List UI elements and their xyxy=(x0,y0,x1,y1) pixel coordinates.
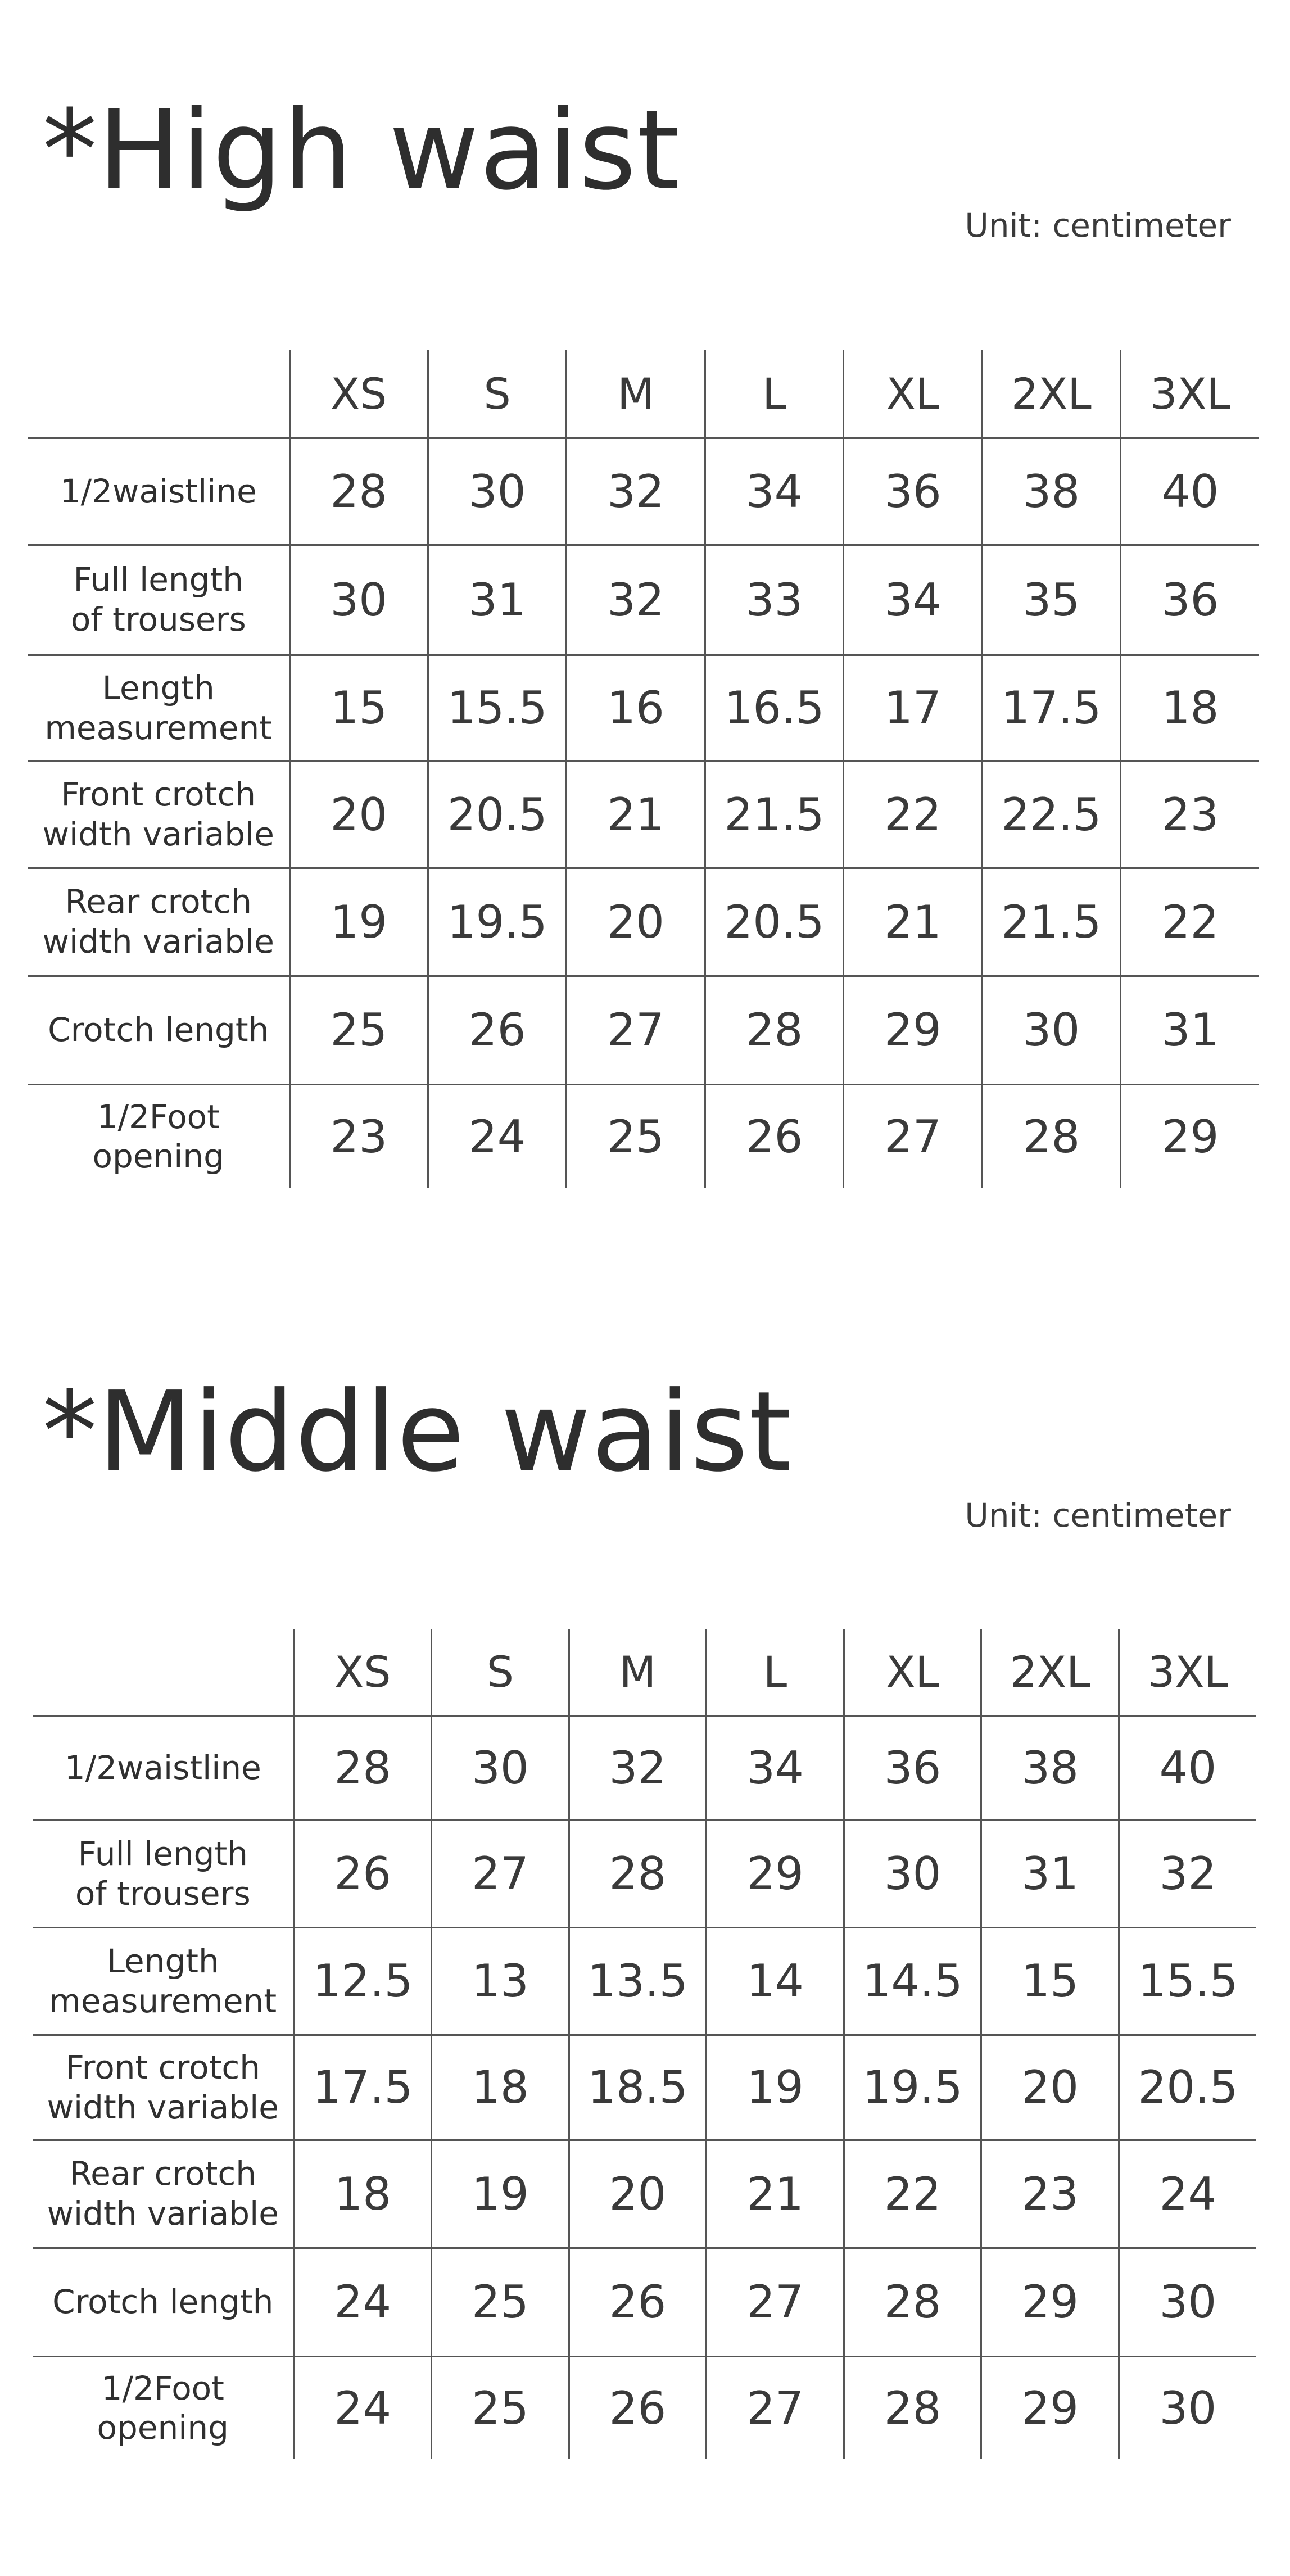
table-cell: 31 xyxy=(1121,976,1259,1084)
size-header-xs: XS xyxy=(289,350,428,438)
table-cell: 29 xyxy=(1121,1084,1259,1188)
table-cell: 19 xyxy=(707,2035,844,2140)
table-cell: 16 xyxy=(567,655,705,761)
table-cell: 28 xyxy=(569,1820,707,1927)
table-cell: 24 xyxy=(294,2248,432,2356)
table-cell: 16.5 xyxy=(705,655,843,761)
size-header-s: S xyxy=(428,350,566,438)
table-cell: 27 xyxy=(844,1084,982,1188)
table-cell: 24 xyxy=(294,2356,432,2459)
table-cell: 32 xyxy=(569,1716,707,1820)
table-cell: 18 xyxy=(1121,655,1259,761)
row-label-rear-crotch: Rear crotch width variable xyxy=(33,2140,294,2248)
table-cell: 23 xyxy=(1121,761,1259,868)
table-cell: 12.5 xyxy=(294,1927,432,2035)
table-cell: 23 xyxy=(289,1084,428,1188)
table-cell: 36 xyxy=(1121,545,1259,655)
row-label-half-waistline: 1/2waistline xyxy=(60,472,257,510)
table-cell: 30 xyxy=(844,1820,981,1927)
size-header-xl: XL xyxy=(844,1629,981,1716)
table-row xyxy=(33,2248,1256,2356)
table-row xyxy=(33,2356,1256,2459)
table-cell: 21 xyxy=(567,761,705,868)
table-cell: 34 xyxy=(707,1716,844,1820)
table-cell: 17 xyxy=(844,655,982,761)
table-cell: 32 xyxy=(567,545,705,655)
table-cell: 15.5 xyxy=(1119,1927,1256,2035)
middle-waist-unit-label: Unit: centimeter xyxy=(965,1496,1231,1534)
table-cell: 20 xyxy=(569,2140,707,2248)
table-cell: 13 xyxy=(432,1927,569,2035)
table-cell: 27 xyxy=(707,2356,844,2459)
table-cell: 29 xyxy=(981,2248,1119,2356)
row-label-full-length: Full length of trousers xyxy=(33,1820,294,1927)
table-cell: 30 xyxy=(289,545,428,655)
table-cell: 26 xyxy=(569,2248,707,2356)
table-cell: 28 xyxy=(844,2248,981,2356)
table-row xyxy=(33,2140,1256,2248)
table-cell: 31 xyxy=(981,1820,1119,1927)
table-cell: 19.5 xyxy=(844,2035,981,2140)
table-cell: 25 xyxy=(567,1084,705,1188)
table-cell: 28 xyxy=(705,976,843,1084)
table-cell: 20.5 xyxy=(705,868,843,976)
table-cell: 13.5 xyxy=(569,1927,707,2035)
row-label-full-length: Full length of trousers xyxy=(28,545,289,655)
table-row xyxy=(28,868,1259,976)
header-corner-cell xyxy=(33,1629,294,1716)
table-cell: 23 xyxy=(981,2140,1119,2248)
row-label-foot-opening: 1/2Foot opening xyxy=(33,2356,294,2459)
table-cell: 38 xyxy=(981,1716,1119,1820)
high-waist-title: *High waist xyxy=(42,87,681,215)
table-row xyxy=(28,976,1259,1084)
table-row xyxy=(28,438,1259,545)
table-cell: 34 xyxy=(844,545,982,655)
table-cell: 29 xyxy=(707,1820,844,1927)
table-cell: 30 xyxy=(1119,2248,1256,2356)
table-cell: 14.5 xyxy=(844,1927,981,2035)
table-cell: 27 xyxy=(432,1820,569,1927)
middle-waist-section xyxy=(0,1282,1290,2576)
table-row xyxy=(28,545,1259,655)
middle-waist-size-table xyxy=(33,1629,1256,2459)
table-cell: 40 xyxy=(1119,1716,1256,1820)
table-cell: 20 xyxy=(981,2035,1119,2140)
middle-waist-title: *Middle waist xyxy=(42,1368,793,1496)
high-waist-size-table xyxy=(28,350,1259,1188)
size-header-xl: XL xyxy=(844,350,982,438)
table-cell: 28 xyxy=(982,1084,1120,1188)
size-header-xs: XS xyxy=(294,1629,432,1716)
table-cell: 29 xyxy=(844,976,982,1084)
row-label-length-measurement: Length measurement xyxy=(33,1927,294,2035)
row-label-rear-crotch: Rear crotch width variable xyxy=(28,868,289,976)
table-cell: 19 xyxy=(289,868,428,976)
row-label-front-crotch: Front crotch width variable xyxy=(28,761,289,868)
table-cell: 35 xyxy=(982,545,1120,655)
table-cell: 17.5 xyxy=(294,2035,432,2140)
table-cell: 34 xyxy=(705,438,843,545)
table-row xyxy=(28,1084,1259,1188)
table-cell: 28 xyxy=(844,2356,981,2459)
table-cell: 25 xyxy=(289,976,428,1084)
table-cell: 20 xyxy=(567,868,705,976)
table-cell: 20.5 xyxy=(428,761,566,868)
size-header-m: M xyxy=(567,350,705,438)
size-header-s: S xyxy=(432,1629,569,1716)
table-cell: 26 xyxy=(569,2356,707,2459)
table-cell: 15.5 xyxy=(428,655,566,761)
table-cell: 15 xyxy=(981,1927,1119,2035)
table-cell: 26 xyxy=(705,1084,843,1188)
table-cell: 38 xyxy=(982,438,1120,545)
table-cell: 21.5 xyxy=(705,761,843,868)
table-cell: 30 xyxy=(428,438,566,545)
table-cell: 21 xyxy=(844,868,982,976)
table-cell: 26 xyxy=(294,1820,432,1927)
header-corner-cell xyxy=(28,350,289,438)
table-cell: 14 xyxy=(707,1927,844,2035)
table-cell: 18.5 xyxy=(569,2035,707,2140)
row-label-crotch-length: Crotch length xyxy=(33,2248,294,2356)
table-cell: 18 xyxy=(432,2035,569,2140)
table-cell: 21 xyxy=(707,2140,844,2248)
row-label-length-measurement: Length measurement xyxy=(28,655,289,761)
size-header-2xl: 2XL xyxy=(981,1629,1119,1716)
size-header-m: M xyxy=(569,1629,707,1716)
table-cell: 36 xyxy=(844,438,982,545)
table-cell: 22 xyxy=(844,2140,981,2248)
size-header-row xyxy=(33,1629,1256,1716)
table-row xyxy=(28,761,1259,868)
row-label-foot-opening: 1/2Foot opening xyxy=(28,1084,289,1188)
table-cell: 40 xyxy=(1121,438,1259,545)
table-cell: 36 xyxy=(844,1716,981,1820)
size-header-3xl: 3XL xyxy=(1121,350,1259,438)
table-cell: 31 xyxy=(428,545,566,655)
size-header-l: L xyxy=(705,350,843,438)
table-cell: 22 xyxy=(844,761,982,868)
table-cell: 15 xyxy=(289,655,428,761)
table-cell: 29 xyxy=(981,2356,1119,2459)
high-waist-section xyxy=(0,0,1290,1237)
table-row xyxy=(28,655,1259,761)
table-cell: 30 xyxy=(1119,2356,1256,2459)
table-row xyxy=(33,1820,1256,1927)
size-header-l: L xyxy=(707,1629,844,1716)
table-row xyxy=(33,2035,1256,2140)
table-cell: 18 xyxy=(294,2140,432,2248)
table-cell: 17.5 xyxy=(982,655,1120,761)
table-row xyxy=(33,1927,1256,2035)
table-cell: 25 xyxy=(432,2356,569,2459)
table-cell: 21.5 xyxy=(982,868,1120,976)
table-cell: 33 xyxy=(705,545,843,655)
table-cell: 20.5 xyxy=(1119,2035,1256,2140)
table-cell: 28 xyxy=(289,438,428,545)
table-cell: 25 xyxy=(432,2248,569,2356)
table-cell: 27 xyxy=(707,2248,844,2356)
table-cell: 22 xyxy=(1121,868,1259,976)
table-cell: 32 xyxy=(1119,1820,1256,1927)
row-label-front-crotch: Front crotch width variable xyxy=(33,2035,294,2140)
table-cell: 30 xyxy=(982,976,1120,1084)
table-cell: 32 xyxy=(567,438,705,545)
table-cell: 28 xyxy=(294,1716,432,1820)
table-cell: 19 xyxy=(432,2140,569,2248)
table-cell: 24 xyxy=(1119,2140,1256,2248)
high-waist-unit-label: Unit: centimeter xyxy=(965,206,1231,245)
table-cell: 30 xyxy=(432,1716,569,1820)
table-cell: 20 xyxy=(289,761,428,868)
row-label-crotch-length: Crotch length xyxy=(28,976,289,1084)
table-cell: 26 xyxy=(428,976,566,1084)
row-label-half-waistline: 1/2waistline xyxy=(64,1749,261,1787)
table-row xyxy=(33,1716,1256,1820)
table-cell: 27 xyxy=(567,976,705,1084)
table-cell: 22.5 xyxy=(982,761,1120,868)
table-cell: 19.5 xyxy=(428,868,566,976)
table-cell: 24 xyxy=(428,1084,566,1188)
size-header-row xyxy=(28,350,1259,438)
size-header-2xl: 2XL xyxy=(982,350,1120,438)
size-header-3xl: 3XL xyxy=(1119,1629,1256,1716)
